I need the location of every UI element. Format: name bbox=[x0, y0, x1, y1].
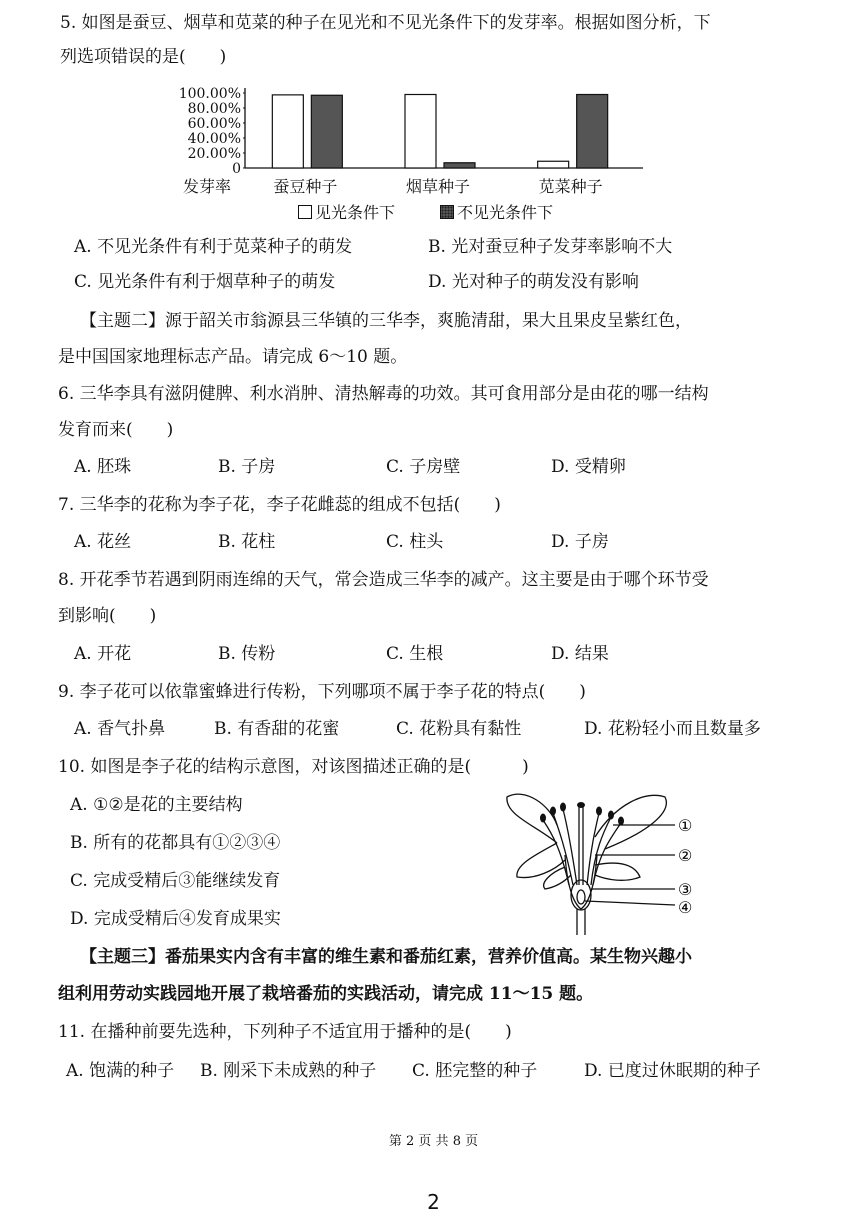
germination-bar-chart bbox=[175, 80, 645, 200]
y-tick-label: 0 bbox=[232, 161, 241, 177]
q11-option-d: D. 已度过休眠期的种子 bbox=[584, 1061, 761, 1081]
q9-option-a: A. 香气扑鼻 bbox=[74, 719, 166, 739]
q10-option-a: A. ①②是花的主要结构 bbox=[70, 795, 243, 815]
q8-stem-line2: 到影响( ) bbox=[58, 606, 157, 626]
anther bbox=[540, 814, 546, 823]
y-tick-label: 40.00% bbox=[187, 131, 241, 147]
sepal-right bbox=[595, 863, 640, 880]
y-tick-label: 60.00% bbox=[187, 116, 241, 132]
petal-left bbox=[507, 794, 557, 843]
q11-stem: 11. 在播种前要先选种，下列种子不适宜用于播种的是( ) bbox=[58, 1022, 512, 1042]
legend-item-light bbox=[298, 200, 395, 223]
q7-stem: 7. 三华李的花称为李子花，李子花雌蕊的组成不包括( ) bbox=[58, 495, 501, 515]
y-tick-label: 80.00% bbox=[187, 101, 241, 117]
bar-light bbox=[405, 95, 436, 169]
ovule bbox=[577, 890, 585, 904]
y-tick-label: 100.00% bbox=[178, 86, 241, 102]
q5-option-a: A. 不见光条件有利于苋菜种子的萌发 bbox=[74, 237, 353, 257]
q7-option-b: B. 花柱 bbox=[218, 532, 276, 552]
legend-swatch-dark bbox=[440, 205, 454, 219]
q8-option-c: C. 生根 bbox=[386, 644, 444, 664]
page-footer: 第 2 页 共 8 页 bbox=[388, 1134, 479, 1149]
q6-option-b: B. 子房 bbox=[218, 457, 276, 477]
bar-dark bbox=[311, 95, 342, 168]
q6-option-c: C. 子房壁 bbox=[386, 457, 461, 477]
q8-stem-line1: 8. 开花季节若遇到阴雨连绵的天气，常会造成三华李的减产。这主要是由于哪个环节受 bbox=[58, 570, 709, 590]
legend-label-light: 见光条件下 bbox=[315, 203, 396, 222]
q10-option-b: B. 所有的花都具有①②③④ bbox=[70, 833, 281, 853]
flower-label-2: ② bbox=[678, 846, 693, 865]
q9-stem: 9. 李子花可以依靠蜜蜂进行传粉，下列哪项不属于李子花的特点( ) bbox=[58, 682, 586, 702]
q8-option-b: B. 传粉 bbox=[218, 644, 276, 664]
q6-option-a: A. 胚珠 bbox=[74, 457, 132, 477]
legend-swatch-light bbox=[298, 205, 312, 219]
q9-option-d: D. 花粉轻小而且数量多 bbox=[584, 719, 761, 739]
q5-stem-line1: 5. 如图是蚕豆、烟草和苋菜的种子在见光和不见光条件下的发芽率。根据如图分析，下 bbox=[60, 13, 711, 33]
q11-option-c: C. 胚完整的种子 bbox=[412, 1061, 538, 1081]
q5-option-b: B. 光对蚕豆种子发芽率影响不大 bbox=[428, 237, 673, 257]
q6-option-d: D. 受精卵 bbox=[551, 457, 626, 477]
ovary bbox=[571, 880, 591, 910]
stigma bbox=[577, 802, 585, 808]
y-axis-label: 发芽率 bbox=[183, 177, 232, 196]
legend-item-dark bbox=[440, 200, 553, 223]
petal-right bbox=[595, 795, 666, 849]
page-number: 2 bbox=[427, 1190, 440, 1214]
q9-option-b: B. 有香甜的花蜜 bbox=[214, 719, 340, 739]
bar-dark bbox=[577, 95, 608, 169]
theme2-intro-line2: 是中国国家地理标志产品。请完成 6～10 题。 bbox=[58, 347, 408, 367]
anther bbox=[596, 807, 602, 816]
anther bbox=[608, 811, 614, 820]
q11-option-b: B. 刚采下未成熟的种子 bbox=[200, 1061, 377, 1081]
q8-option-d: D. 结果 bbox=[551, 644, 609, 664]
bar-light bbox=[538, 161, 569, 168]
stem bbox=[577, 909, 585, 935]
q6-stem-line2: 发育而来( ) bbox=[58, 420, 174, 440]
q5-option-c: C. 见光条件有利于烟草种子的萌发 bbox=[74, 272, 336, 292]
flower-label-1: ① bbox=[678, 816, 693, 835]
y-tick-label: 20.00% bbox=[187, 146, 241, 162]
q10-stem: 10. 如图是李子花的结构示意图，对该图描述正确的是( ) bbox=[58, 757, 529, 777]
q8-option-a: A. 开花 bbox=[74, 644, 132, 664]
pistil-style bbox=[579, 807, 583, 885]
plum-flower-diagram bbox=[495, 785, 710, 935]
q6-stem-line1: 6. 三华李具有滋阴健脾、利水消肿、清热解毒的功效。其可食用部分是由花的哪一结构 bbox=[58, 384, 709, 404]
q11-option-a: A. 饱满的种子 bbox=[66, 1061, 175, 1081]
anther bbox=[550, 807, 556, 816]
legend-label-dark: 不见光条件下 bbox=[457, 203, 554, 222]
anther bbox=[618, 817, 624, 826]
x-category-label: 烟草种子 bbox=[405, 177, 471, 196]
theme3-intro-line2: 组利用劳动实践园地开展了栽培番茄的实践活动，请完成 11～15 题。 bbox=[58, 984, 594, 1004]
q7-option-c: C. 柱头 bbox=[386, 532, 444, 552]
q5-stem-line2: 列选项错误的是( ) bbox=[60, 47, 227, 67]
anther bbox=[560, 803, 566, 812]
x-category-label: 苋菜种子 bbox=[538, 177, 603, 196]
q9-option-c: C. 花粉具有黏性 bbox=[396, 719, 522, 739]
q10-option-c: C. 完成受精后③能继续发育 bbox=[70, 871, 281, 891]
pointer-4 bbox=[585, 901, 675, 905]
flower-label-3: ③ bbox=[678, 880, 693, 899]
x-category-label: 蚕豆种子 bbox=[273, 177, 338, 196]
flower-label-4: ④ bbox=[678, 898, 693, 917]
theme3-intro-line1: 【主题三】番茄果实内含有丰富的维生素和番茄红素，营养价值高。某生物兴趣小 bbox=[80, 947, 692, 967]
q7-option-d: D. 子房 bbox=[551, 532, 609, 552]
q7-option-a: A. 花丝 bbox=[74, 532, 132, 552]
q5-option-d: D. 光对种子的萌发没有影响 bbox=[428, 272, 639, 292]
q10-option-d: D. 完成受精后④发育成果实 bbox=[70, 909, 281, 929]
bar-dark bbox=[444, 163, 475, 168]
theme2-intro-line1: 【主题二】源于韶关市翁源县三华镇的三华李，爽脆清甜，果大且果皮呈紫红色， bbox=[80, 311, 692, 331]
bar-light bbox=[272, 95, 303, 168]
